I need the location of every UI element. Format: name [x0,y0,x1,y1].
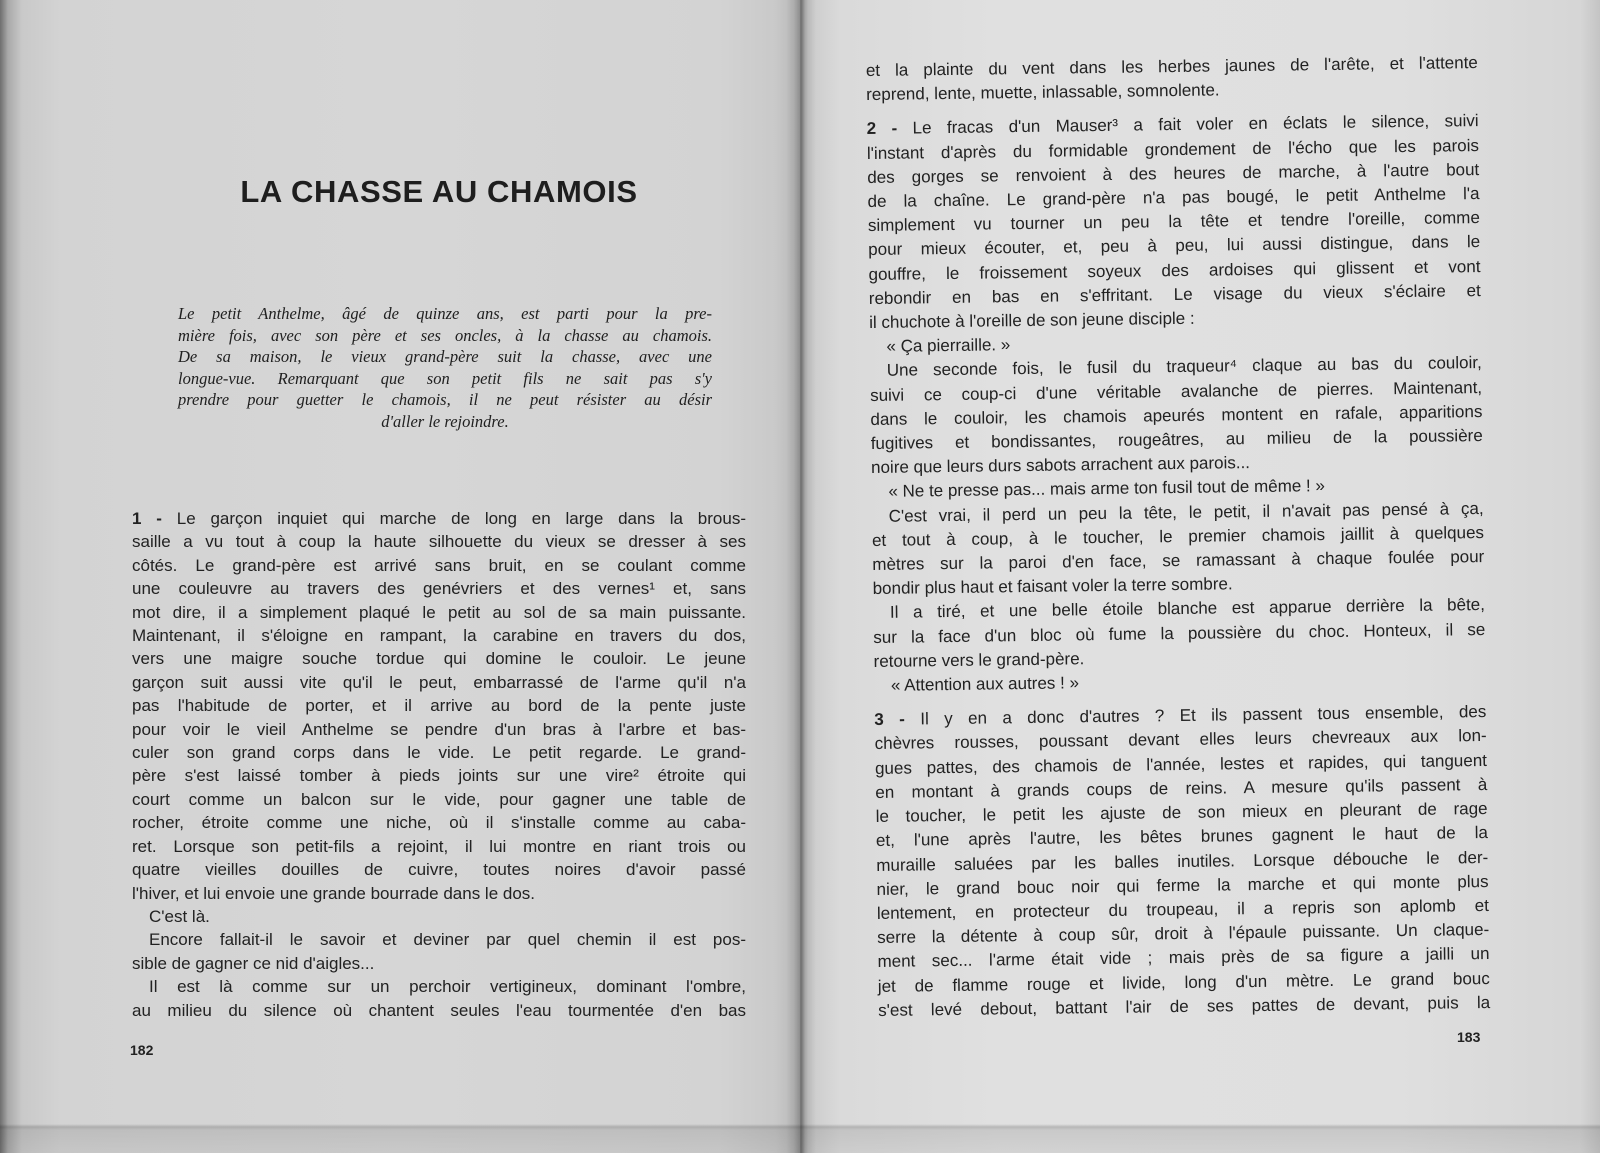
paragraph [872,497,1485,602]
text-line: au milieu du silence où chantent seules l'eau tourmentée d'en bas [132,1000,746,1020]
text-line: noire que leurs durs sabots arrachent aux parois... [870,453,1251,478]
left-text-column [132,507,746,1022]
text-line: C'est vrai, il perd un peu la tête, le petit, il n'avait pas pensé à ça, [888,498,1484,526]
book-spine [786,0,816,1153]
paragraph [866,51,1479,107]
text-line: « Ça pierraille. » [886,335,1011,357]
paragraph [132,507,746,905]
text-line: ment sec... l'arme était vide ; mais près de sa figure a jailli un [877,944,1490,972]
text-line: longue-vue. Remarquant que son petit fils ne sait pas s'y [178,368,712,388]
paragraph [132,905,746,928]
text-line: de la chaîne. Le grand-père n'a pas bougé, le petit Anthelme l'a [867,184,1480,212]
text-line: d'aller le rejoindre. [381,411,509,431]
text-line: côtés. Le grand-père est arrivé sans bruit, en se coulant comme [132,555,746,575]
text-line: père s'est laissé tomber à pieds joints sur une vire² étroite qui [132,766,746,786]
text-line: court comme un balcon sur le vide, pour gagner une table de [132,789,746,809]
text-line: en montant à grands coups de reins. A mesure qu'ils passent à [875,774,1488,802]
line-text: Le garçon inquiet qui marche de long en large dans la brous- [176,509,746,528]
right-text-column [866,51,1491,1023]
chapter-title: LA CHASSE AU CHAMOIS [240,174,638,209]
text-line: C'est là. [149,906,210,926]
line-text: Il y en a donc d'autres ? Et ils passent tous ensemble, des [920,702,1487,729]
text-line: une couleuvre au travers des genévriers et des vernes¹ et, sans [132,579,746,599]
section-3 [874,700,1490,1023]
line-text: Le fracas d'un Mauser³ a fait voler en éclats le silence, suivi [912,111,1479,138]
text-line: lentement, en protecteur du troupeau, il a repris son aplomb et [876,895,1489,923]
text-line: sible de gagner ce nid d'aigles... [132,953,375,973]
text-line: rebondir en bas en s'effritant. Le visage du vieux s'éclaire et [868,280,1481,308]
text-line: fugitives et bondissantes, rougeâtres, au milieu de la poussière [870,426,1483,454]
text-line: culer son grand corps dans le vide. Le petit regarde. Le grand- [132,743,746,763]
text-line: Il a tiré, et une belle étoile blanche est apparue derrière la bête, [889,595,1486,623]
paragraph [873,593,1486,674]
text-line: suivi ce coup-ci d'une véritable avalanche de pierres. Maintenant, [869,377,1483,405]
text-line: l'hiver, et lui envoie une grande bourrade dans le dos. [132,883,536,903]
text-line [132,507,746,530]
text-line: Une seconde fois, le fusil du traqueur⁴ claque au bas du couloir, [886,353,1482,381]
text-line: retourne vers le grand-père. [873,649,1085,671]
text-line: le toucher, le petit les ajuste de son mieux en pleurant de rage [875,799,1488,827]
text-line: l'instant d'après du formidable grondement de l'écho que les parois [866,135,1480,163]
intro-summary [178,303,712,433]
text-line: nier, le grand bouc noir qui ferme la marche et qui monte plus [876,871,1489,899]
text-line: rocher, étroite comme une niche, où il s'installe comme au caba- [132,813,746,833]
text-line: il chuchote à l'oreille de son jeune disciple : [869,308,1195,333]
text-line: pas l'habitude de porter, et il arrive au bord de la pente juste [132,696,746,716]
section-number: 1 - [132,509,162,528]
text-line: simplement vu tourner un peu la tête et tendre l'oreille, comme [867,208,1480,236]
text-line: serre la détente à coup sûr, droit à l'épaule puissante. Un claque- [877,920,1490,948]
section-1 [132,507,746,1022]
text-line: dans le couloir, les chamois apeurés montent en rafale, apparitions [870,401,1483,429]
text-line: pour mieux écouter, et, peu à peu, lui aussi distingue, dans le [868,232,1481,260]
text-line: Le petit Anthelme, âgé de quinze ans, est parti pour la pre- [178,304,712,323]
text-line: Encore fallait-il le savoir et deviner par quel chemin il est pos- [149,930,746,950]
text-line: mètres sur la paroi d'en face, se ramassant à chaque foulée pour [872,547,1485,575]
right-page [800,0,1600,1153]
text-line: et la plainte du vent dans les herbes jaunes de l'arête, et l'attente [865,53,1478,81]
text-line: prendre pour guetter le chamois, il ne peut résister au désir [178,390,712,410]
text-line: jet de flamme rouge et livide, long d'un mètre. Le grand bouc [877,968,1490,996]
text-line: mot dire, il a simplement plaqué le petit au sol de sa main puissante. [132,602,746,622]
text-line: « Attention aux autres ! » [890,673,1080,695]
paragraph [874,700,1490,1023]
text-line: De sa maison, le vieux grand-père suit la chasse, avec une [178,347,712,367]
text-line: garçon suit aussi vite qu'il le peut, embarrassé de l'arme qu'il n'a [132,672,746,692]
paragraph [132,928,746,975]
text-line: reprend, lente, muette, inlassable, somnolente. [866,80,1220,105]
text-line: s'est levé debout, battant l'air de ses pattes de devant, puis la [878,992,1491,1020]
text-line: quatre vieilles douilles de cuivre, toutes noires d'avoir passé [132,860,746,880]
text-line: Il est là comme sur un perchoir vertigineux, dominant l'ombre, [149,977,746,997]
page-bottom-edge [0,1124,1600,1153]
text-line: et, l'une après l'autre, les bêtes brunes gagnent le haut de la [875,823,1489,851]
text-line: et tout à coup, à le toucher, le premier chamois jaillit à quelques [871,522,1485,550]
intro-paragraph [178,303,712,433]
text-line: muraille saluées par les balles inutiles. Lorsque débouche le der- [876,847,1489,875]
text-line: ret. Lorsque son petit-fils a rejoint, il lui montre en riant trois ou [132,836,746,856]
text-line: des gorges se renvoient à des heures de marche, à l'autre bout [867,159,1480,187]
text-line: sur la face d'un bloc où fume la poussière du choc. Honteux, il se [873,619,1486,647]
page-number: 182 [130,1042,154,1058]
text-line: saille a vu tout à coup la haute silhouette du vieux se dresser à ses [132,532,746,552]
text-line: mière fois, avec son père et ses oncles, à la chasse au chamois. [178,325,712,345]
text-line: vers une maigre souche tordue qui domine le couloir. Le jeune [132,649,746,669]
section-2 [866,109,1486,698]
text-line: gouffre, le froissement soyeux des ardoises qui glissent et vont [868,256,1481,284]
section-number: 3 - [874,709,906,730]
paragraph [132,975,746,1022]
paragraph [866,109,1481,335]
text-line: pour voir le vieil Anthelme se pendre d'un bras à l'arbre et bas- [132,719,746,739]
text-line: gues pattes, des chamois de l'année, lestes et rapides, qui tanguent [874,750,1488,778]
paragraph [870,351,1484,480]
text-line: chèvres rousses, poussant devant elles leurs chevreaux aux lon- [874,726,1487,754]
text-line: bondir plus haut et faisant voler la terre sombre. [872,574,1233,599]
text-line: « Ne te presse pas... mais arme ton fusil tout de même ! » [888,476,1326,502]
text-line: Maintenant, il s'éloigne en rampant, la carabine en travers du dos, [132,626,746,646]
page-number: 183 [1457,1029,1481,1045]
section-number: 2 - [866,119,898,139]
continued-text [866,51,1479,107]
